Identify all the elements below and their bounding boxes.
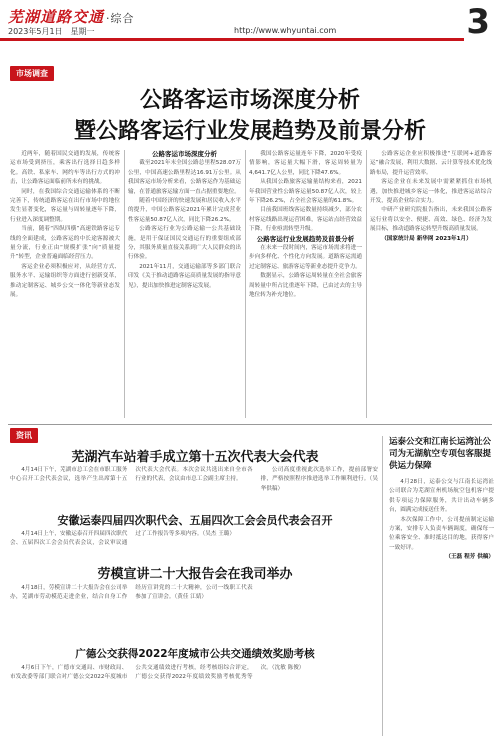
paragraph: 截至2021年末全国公路总里程528.07万公里，中国高速公路里程达16.91万公里。从我国客运市场分析来看，公路客运作为基础运输，在普通旅客运输方面一直占据重要地位。 xyxy=(128,160,241,195)
sidebar-article-body xyxy=(389,478,494,718)
paragraph: 公路客运企业应积极推进“互联网+道路客运”融合发展，利用大数据、云计算等技术优化线路布局，提升运营效率。 xyxy=(370,151,492,176)
dateline xyxy=(8,26,103,37)
article3-title: 劳模宣讲二十大报告会在我司举办 xyxy=(97,567,293,582)
article1-body xyxy=(10,466,378,504)
header-divider xyxy=(0,38,464,41)
paragraph: 随着中国经济的快速发展和居民收入水平的提升，中国公路客运2021年累计完成营业性客运量50.87亿人次，同比下降26.2%。 xyxy=(128,198,241,223)
column-divider xyxy=(124,150,125,418)
paragraph: 公路客运行业为公路运输一公共基础设施，是用于保证国民交通运行的重要组成部分，其服务质量直接关系到广大人民群众的出行体验。 xyxy=(128,226,241,261)
page-number: 3 xyxy=(466,2,490,42)
masthead xyxy=(8,6,135,27)
article-column-2 xyxy=(128,150,241,420)
article2-body xyxy=(10,530,378,558)
site-url[interactable]: http://www.whyuntai.com xyxy=(234,26,337,35)
paragraph: 4月28日，运泰公交与江南长运湾沚公司联合为芜湖宣州机场航空包机客户提供专项运力保障服务，共计出动车辆多台，圆满完成接送任务。 xyxy=(389,479,494,514)
paragraph: 公司高度重视此次选举工作，提前部署安排，严格按照程序推进选举工作顺利进行。（吴华供稿） xyxy=(260,467,378,492)
paragraph: 数据显示，公路客运周转量在全社会旅客周转量中所占比重逐年下降，已由过去的主导地位转为补充地位。 xyxy=(249,273,362,299)
article1-title: 芜湖汽车站着手成立第十五次代表大会代表 xyxy=(71,450,319,465)
article-column-1 xyxy=(10,150,120,420)
paragraph: 4月14日下午，芜湖市总工会在市职工服务中心召开工会代表会议，选举产生出席第十五次代表大会代表。本次会议共选出来自全市各行业的代表，会议由市总工会副主席主持。 xyxy=(10,467,253,483)
section-tag-market: 市场调查 xyxy=(10,66,54,81)
masthead-subtitle: ·综合 xyxy=(106,12,135,25)
issue-weekday: 星期一 xyxy=(70,27,95,36)
sidebar-article xyxy=(382,436,494,736)
paragraph: 目前我国班线客运数量持续减少，部分农村客运线路出现运营困难，客运站点经营效益下降，行业亟需转型升级。 xyxy=(249,207,362,233)
paragraph: 近两年，随着国民交通的发展，传统客运市场受到挤压，乘客出行选择日趋多样化。高铁、私家车、网约车等出行方式的冲击，让公路客运面临前所未有的挑战。 xyxy=(10,151,120,186)
section-divider xyxy=(8,424,492,425)
paragraph: 4月14日上午，安徽运泰召开四届四次职代会、五届四次工会会员代表会议，会议审议通过了工作报告等多项内容。（吴杰 王璐） xyxy=(10,531,235,547)
paragraph: 2021年11月，交通运输部等多部门联合印发《关于推动道路客运高质量发展的指导意见》，提出加快推进定制客运发展。 xyxy=(128,263,241,289)
paragraph: 客运企业必须积极应对，从经营方式、服务水平、运输组织等方面进行创新变革，推动定制客运、城乡公交一体化等新业态发展。 xyxy=(10,263,120,299)
sidebar-article-title: 运泰公交和江南长运湾沚公司为无湖航空专项包客服提供运力保障 xyxy=(389,437,492,471)
article4-title: 广德公交获得2022年度城市公共交通绩效奖励考核 xyxy=(75,648,315,660)
article2-title: 安徽运泰四届四次职代会、五届四次工会会员代表会召开 xyxy=(57,514,333,527)
article3-body xyxy=(10,584,378,638)
headline-line1: 公路客运市场深度分析 xyxy=(139,87,360,113)
article-column-4 xyxy=(370,150,492,420)
paragraph: 4月6日下午，广德市交通局、市财政局、市发改委等部门联合对广德公交2022年度城市公共交通绩效进行考核，经考核组综合评定，广德公交获得2022年度绩效奖励考核优秀等次。（沈敏 陈俊） xyxy=(10,665,305,681)
issue-date: 2023年5月1日 xyxy=(8,27,63,36)
column-divider xyxy=(245,150,246,418)
paragraph: 当前，随着“四纵四横”高速铁路客运专线的全面建成，公路客运的中长途客源被大量分流，行业正由“规模扩张”向“质量提升”转型，企业普遍面临经营压力。 xyxy=(10,226,120,261)
paragraph: 4月18日，劳模宣讲二十大报告会在公司举办，芜湖市劳动模范走进企业，结合自身工作经历宣讲党的二十大精神，公司一线职工代表参加了宣讲会。（黄佳 江婧） xyxy=(10,585,253,601)
subsection-title: 公路客运市场深度分析 xyxy=(152,150,217,158)
paragraph: 同时，在我国综合交通运输体系的不断完善下，传统道路客运在出行市场中的地位发生显著变化，客运量与周转量逐年下降，行业进入深度调整期。 xyxy=(10,188,120,223)
article-source: （国家统计局 新华网 2023年1月） xyxy=(381,235,472,242)
paragraph: 本次保障工作中，公司提前制定运输方案，安排专人负责车辆调度，确保每一位乘客安全、准时抵达目的地，获得客户一致好评。 xyxy=(389,516,494,551)
paragraph: 在未来一段时间内，客运市场需求将进一步向多样化、个性化方向发展。道路客运需通过定制客运、旅游客运等新业态提升竞争力。 xyxy=(249,245,362,270)
article4-body xyxy=(10,664,378,736)
subsection-title: 公路客运行业发展趋势及前景分析 xyxy=(256,234,355,243)
article-source: （王磊 程芳 供稿） xyxy=(445,554,494,561)
article-column-3 xyxy=(249,150,362,420)
masthead-title: 芜湖道路交通 xyxy=(8,8,105,26)
paragraph: 中研产业研究院报告指出，未来我国公路客运行业将以安全、便捷、高效、绿色、经济为发展目标，推动道路客运转型升级高质量发展。 xyxy=(370,207,492,233)
column-divider xyxy=(366,150,367,418)
section-tag-news: 资讯 xyxy=(10,428,38,443)
paragraph: 客运企业在未来发展中需紧紧抓住市场机遇，加快推进城乡客运一体化，推进客运站综合开发，提高企业综合实力。 xyxy=(370,179,492,205)
headline-line2: 暨公路客运行业发展趋势及前景分析 xyxy=(73,118,426,144)
paragraph: 我国公路客运量连年下降，2020年受疫情影响，客运量大幅下滑，客运周转量为4,641.7亿人公里，同比下降47.6%。 xyxy=(249,151,362,176)
paragraph: 从我国公路旅客运输量结构来看，2021年我国营业性公路客运量50.87亿人次，较上年下降26.2%，占全社会客运量的61.8%。 xyxy=(249,179,362,205)
